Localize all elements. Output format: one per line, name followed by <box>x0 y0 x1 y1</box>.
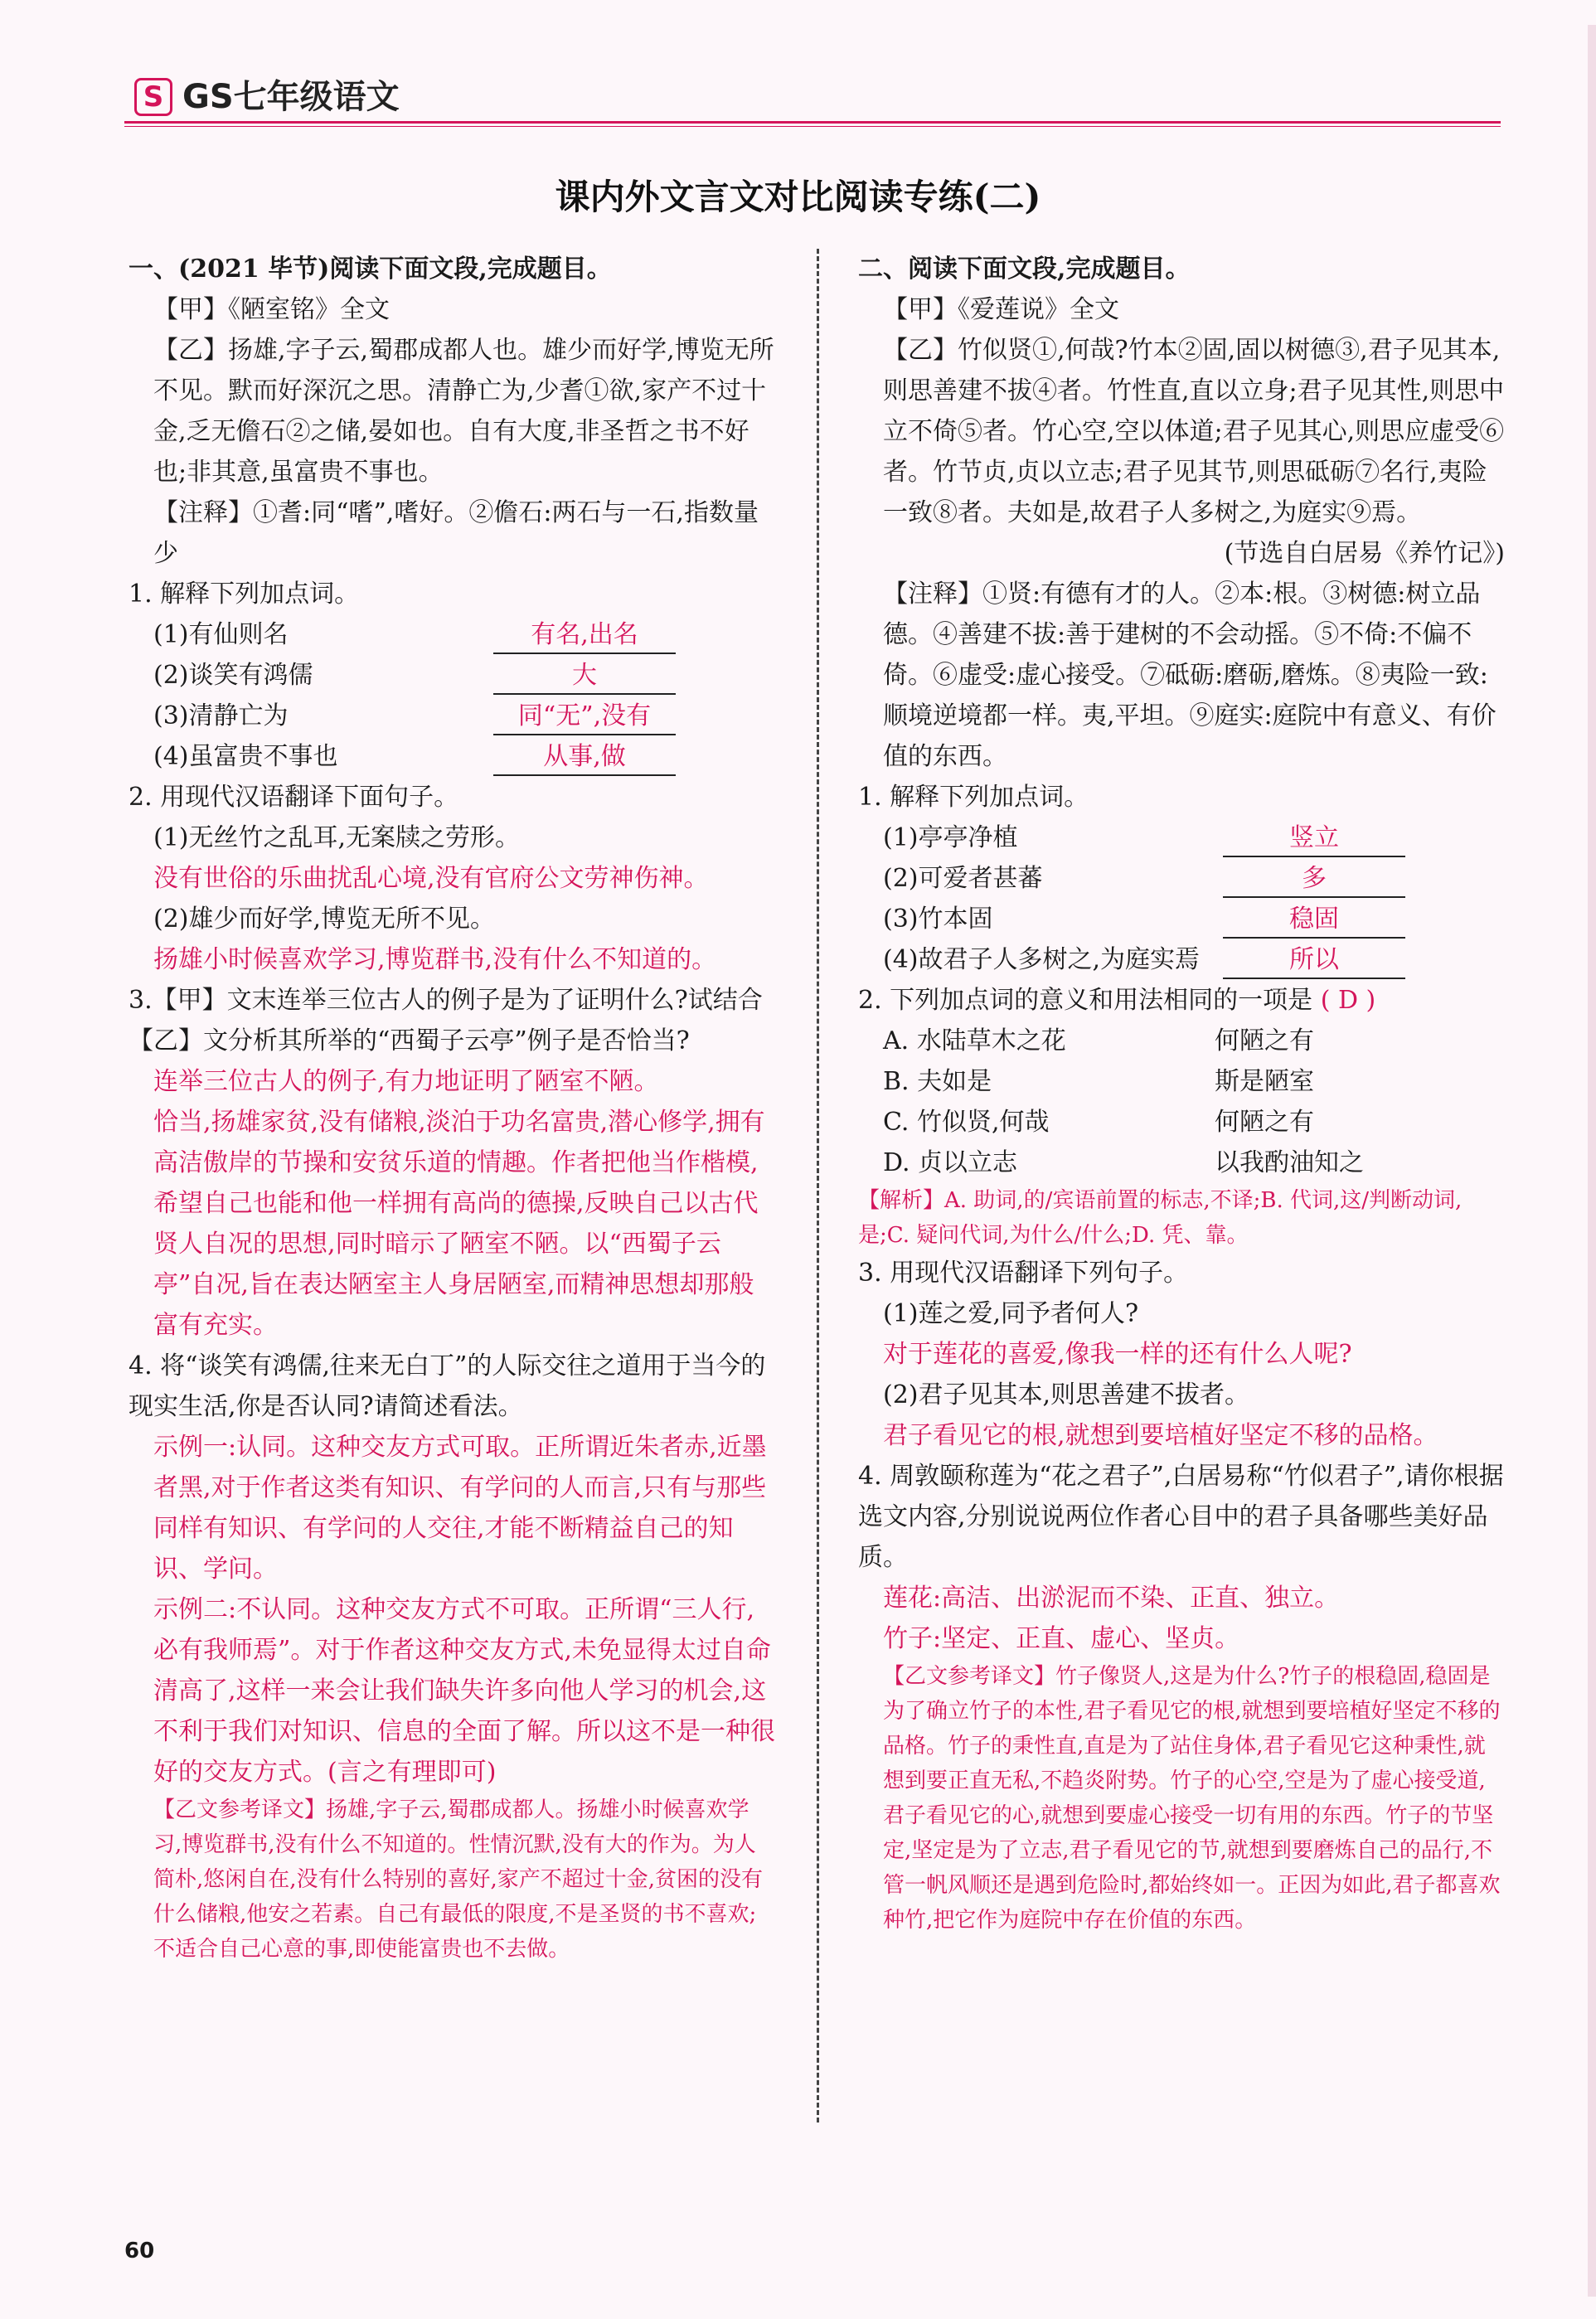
answer-text: 连举三位古人的例子,有力地证明了陋室不陋。 <box>153 1067 659 1096</box>
answer-text: 扬雄小时候喜欢学习,博览群书,没有什么不知道的。 <box>153 945 717 974</box>
answer-text: 竹子:坚定、正直、虚心、坚贞。 <box>883 1624 1240 1653</box>
logo-icon: S <box>134 78 172 116</box>
option-b: 斯是陋室 <box>1215 1067 1314 1096</box>
page-number: 60 <box>124 2239 155 2263</box>
question-2-text: 2. 下列加点词的意义和用法相同的一项是 <box>858 986 1313 1015</box>
choice-answer: ( D ) <box>1320 986 1376 1015</box>
left-column <box>129 249 775 1967</box>
option-row <box>858 1102 1505 1143</box>
text-jia: 【甲】《爱莲说》全文 <box>883 295 1119 324</box>
sentence: (1)无丝竹之乱耳,无案牍之劳形。 <box>153 823 521 852</box>
vocab-label: (2)谈笑有鸿儒 <box>153 661 313 690</box>
vocab-answer: 有名,出名 <box>493 618 676 654</box>
annotation: 【注释】①贤:有德有才的人。②本:根。③树德:树立品德。④善建不拔:善于建树的不会动摇。⑤不倚:不偏不倚。⑥虚受:虚心接受。⑦砥砺:磨砺,磨炼。⑧夷险一致:顺境逆境都一样。夷,平坦。⑨庭实:庭院中有意义、有价值的东西。 <box>883 580 1497 771</box>
option-row <box>858 1021 1505 1061</box>
question-2: 2. 用现代汉语翻译下面句子。 <box>129 783 459 812</box>
vocab-answer: 所以 <box>1223 943 1405 979</box>
vocab-row <box>858 817 1505 858</box>
question-3: 3.【甲】文末连举三位古人的例子是为了证明什么?试结合【乙】文分析其所举的“西蜀子云亭”例子是否恰当? <box>129 986 763 1055</box>
vocab-label: (3)清静亡为 <box>153 701 289 730</box>
vocab-row <box>858 858 1505 899</box>
vocab-label: (3)竹本固 <box>883 905 993 934</box>
question-3: 3. 用现代汉语翻译下列句子。 <box>858 1259 1189 1288</box>
vocab-answer: 稳固 <box>1223 902 1405 939</box>
option-b: 何陋之有 <box>1215 1026 1314 1055</box>
question-2 <box>858 980 1505 1021</box>
reference-translation: 【乙文参考译文】扬雄,字子云,蜀郡成都人。扬雄小时候喜欢学习,博览群书,没有什么不知道的。性情沉默,没有大的作为。为人简朴,悠闲自在,没有什么特别的喜好,家产不超过十金,贫困的没有什么储粮,他安之若素。自己有最低的限度,不是圣贤的书不喜欢;不适合自己心意的事,即使能富贵也不去做。 <box>153 1797 764 1962</box>
header-title: GS七年级语文 <box>182 78 400 116</box>
vocab-label: (1)亭亭净植 <box>883 823 1018 852</box>
page-title: 课内外文言文对比阅读专练(二) <box>555 177 1041 217</box>
question-1: 1. 解释下列加点词。 <box>129 580 360 609</box>
answer-text: 没有世俗的乐曲扰乱心境,没有官府公文劳神伤神。 <box>153 864 709 893</box>
option-b: 以我酌油知之 <box>1215 1148 1364 1177</box>
vocab-answer: 大 <box>493 658 676 695</box>
section-heading: 二、阅读下面文段,完成题目。 <box>858 255 1191 284</box>
question-4: 4. 周敦颐称莲为“花之君子”,白居易称“竹似君子”,请你根据选文内容,分别说说两位作者心目中的君子具备哪些美好品质。 <box>858 1462 1504 1572</box>
answer-text: 示例一:认同。这种交友方式可取。正所谓近朱者赤,近墨者黑,对于作者这类有知识、有学问的人而言,只有与那些同样有知识、有学问的人交往,才能不断精益自己的知识、学问。 <box>153 1433 767 1584</box>
option-a: D. 贞以立志 <box>883 1148 1018 1177</box>
header-rule <box>124 121 1501 124</box>
question-1: 1. 解释下列加点词。 <box>858 783 1089 812</box>
answer-text: 君子看见它的根,就想到要培植好坚定不移的品格。 <box>883 1421 1438 1450</box>
vocab-answer: 多 <box>1223 861 1405 898</box>
text-yi: 【乙】扬雄,字子云,蜀郡成都人也。雄少而好学,博览无所不见。默而好深沉之思。清静亡为,少耆①欲,家产不过十金,乏无儋石②之储,晏如也。自有大度,非圣哲之书不好也;非其意,虽富贵不事也。 <box>153 336 774 487</box>
vocab-label: (1)有仙则名 <box>153 620 289 649</box>
sentence: (2)雄少而好学,博览无所不见。 <box>153 905 496 934</box>
text-yi: 【乙】竹似贤①,何哉?竹本②固,固以树德③,君子见其本,则思善建不拔④者。竹性直,直以立身;君子见其性,则思中立不倚⑤者。竹心空,空以体道;君子见其心,则思应虚受⑥者。竹节贞,贞以立志;君子见其节,则思砥砺⑦名行,夷险一致⑧者。夫如是,故君子人多树之,为庭实⑨焉。 <box>883 336 1505 527</box>
vocab-row <box>858 899 1505 939</box>
header <box>124 70 1501 123</box>
answer-text: 恰当,扬雄家贫,没有储粮,淡泊于功名富贵,潜心修学,拥有高洁傲岸的节操和安贫乐道的情趣。作者把他当作楷模,希望自己也能和他一样拥有高尚的德操,反映自己以古代贤人自况的思想,同时暗示了陋室不陋。以“西蜀子云亭”自况,旨在表达陋室主人身居陋室,而精神思想却那般富有充实。 <box>153 1108 765 1340</box>
option-a: C. 竹似贤,何哉 <box>883 1108 1050 1137</box>
vocab-row <box>129 655 775 696</box>
vocab-row <box>129 736 775 777</box>
question-4: 4. 将“谈笑有鸿儒,往来无白丁”的人际交往之道用于当今的现实生活,你是否认同?请简述看法。 <box>129 1351 766 1421</box>
option-b: 何陋之有 <box>1215 1108 1314 1137</box>
vocab-row <box>129 696 775 736</box>
vocab-row <box>129 614 775 655</box>
sentence: (1)莲之爱,同予者何人? <box>883 1299 1139 1328</box>
option-a: B. 夫如是 <box>883 1067 992 1096</box>
answer-text: 示例二:不认同。这种交友方式不可取。正所谓“三人行,必有我师焉”。对于作者这种交友方式,未免显得太过自命清高了,这样一来会让我们缺失许多向他人学习的机会,这不利于我们对知识、信息的全面了解。所以这不是一种很好的交友方式。(言之有理即可) <box>153 1595 775 1787</box>
right-column <box>858 249 1505 1938</box>
vocab-answer: 从事,做 <box>493 740 676 776</box>
vocab-answer: 同“无”,没有 <box>493 699 676 735</box>
sentence: (2)君子见其本,则思善建不拔者。 <box>883 1380 1250 1409</box>
vocab-label: (2)可爱者甚蕃 <box>883 864 1043 893</box>
page-edge <box>1588 25 1596 2297</box>
answer-text: 莲花:高洁、出淤泥而不染、正直、独立。 <box>883 1584 1340 1613</box>
reference-translation: 【乙文参考译文】竹子像贤人,这是为什么?竹子的根稳固,稳固是为了确立竹子的本性,君子看见它的根,就想到要培植好坚定不移的品格。竹子的秉性直,直是为了站住身体,君子看见它这种秉性,就想到要正直无私,不趋炎附势。竹子的心空,空是为了虚心接受道,君子看见它的心,就想到要虚心接受一切有用的东西。竹子的节坚定,坚定是为了立志,君子看见它的节,就想到要磨炼自己的品行,不管一帆风顺还是遇到危险时,都始终如一。正因为如此,君子都喜欢种竹,把它作为庭院中存在价值的东西。 <box>883 1664 1501 1933</box>
explanation: 【解析】A. 助词,的/宾语前置的标志,不译;B. 代词,这/判断动词,是;C. 疑问代词,为什么/什么;D. 凭、靠。 <box>858 1188 1463 1248</box>
text-jia: 【甲】《陋室铭》全文 <box>153 295 390 324</box>
answer-text: 对于莲花的喜爱,像我一样的还有什么人呢? <box>883 1340 1352 1369</box>
vocab-row <box>858 939 1505 980</box>
vocab-label: (4)故君子人多树之,为庭实焉 <box>883 945 1201 974</box>
vocab-answer: 竖立 <box>1223 821 1405 857</box>
option-row <box>858 1143 1505 1183</box>
source-citation: (节选自白居易《养竹记》) <box>1224 539 1505 568</box>
annotation: 【注释】①耆:同“嗜”,嗜好。②儋石:两石与一石,指数量少 <box>153 498 759 568</box>
option-row <box>858 1061 1505 1102</box>
option-a: A. 水陆草木之花 <box>883 1026 1066 1055</box>
header-rule-thin <box>124 126 1501 127</box>
section-heading: 一、(2021 毕节)阅读下面文段,完成题目。 <box>129 255 612 284</box>
column-divider <box>817 249 819 2123</box>
vocab-label: (4)虽富贵不事也 <box>153 742 338 771</box>
